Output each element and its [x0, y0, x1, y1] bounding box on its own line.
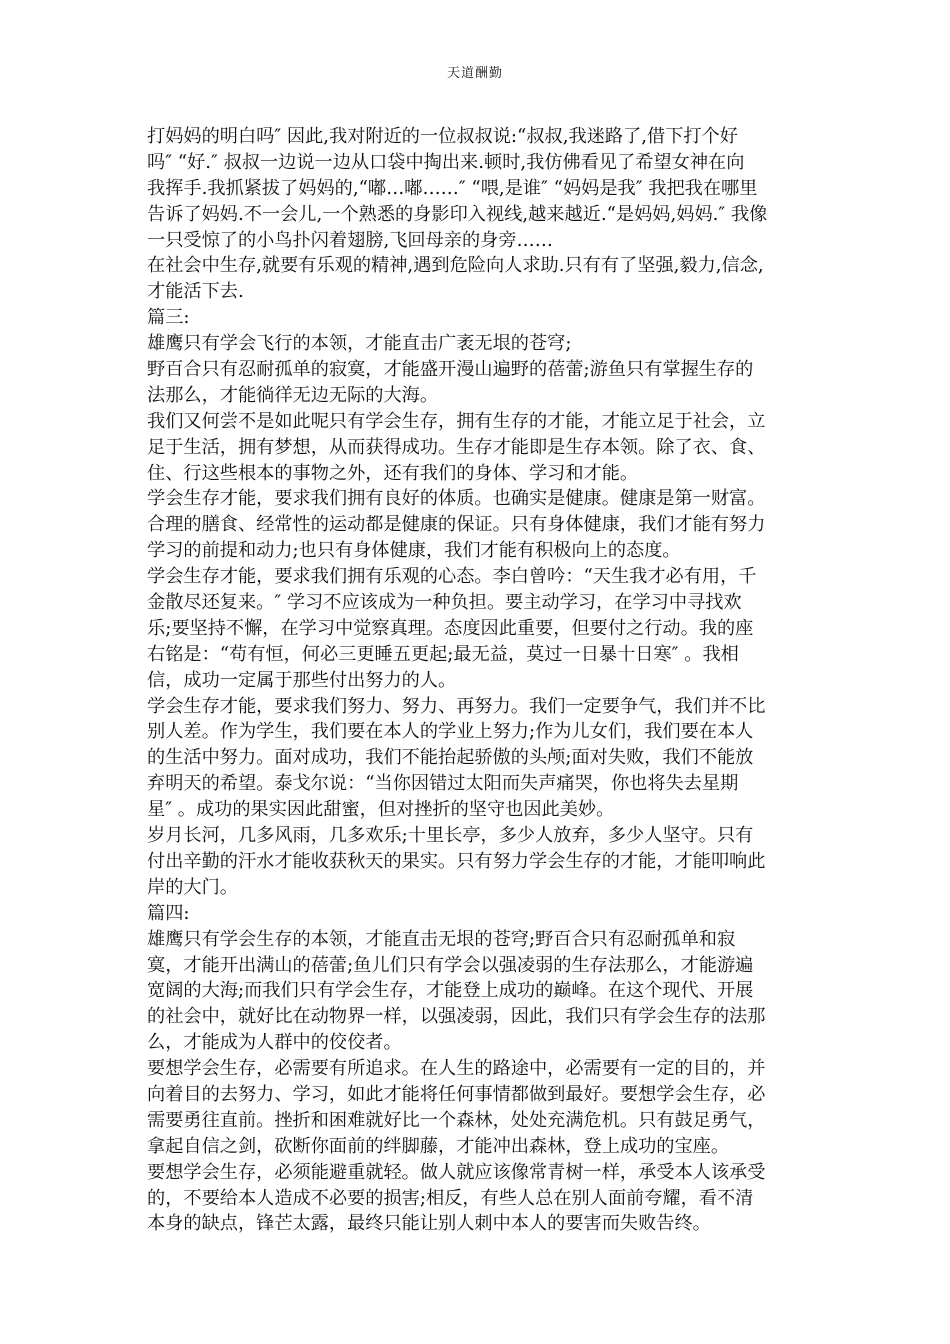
- text-line: 拿起自信之剑，砍断你面前的绊脚藤，才能冲出森林，登上成功的宝座。: [147, 1135, 730, 1157]
- text-line: 我挥手.我抓紧拔了妈妈的,“嘟…嘟……″ “喂,是谁″ “妈妈是我″ 我把我在哪里: [147, 177, 758, 199]
- text-line: 足于生活，拥有梦想，从而获得成功。生存才能即是生存本领。除了衣、食、: [147, 436, 766, 458]
- text-line: 么，才能成为人群中的佼佼者。: [147, 1032, 402, 1054]
- text-line: 合理的膳食、经常性的运动都是健康的保证。只有身体健康，我们才能有努力: [147, 514, 766, 536]
- text-line: 弃明天的希望。泰戈尔说：“当你因错过太阳而失声痛哭，你也将失去星期: [147, 773, 739, 795]
- text-line: 告诉了妈妈.不一会儿,一个熟悉的身影印入视线,越来越近.“是妈妈,妈妈.″ 我像: [147, 203, 768, 225]
- text-line: 学会生存才能，要求我们拥有乐观的心态。李白曾吟：“天生我才必有用，千: [147, 566, 757, 588]
- page-header: 天道酬勤: [446, 66, 503, 81]
- text-line: 宽阔的大海;而我们只有学会生存，才能登上成功的巅峰。在这个现代、开展: [147, 980, 754, 1002]
- text-line: 星″ 。成功的果实因此甜蜜，但对挫折的坚守也因此美妙。: [147, 799, 615, 821]
- text-line: 的，不要给本人造成不必要的损害;相反，有些人总在别人面前夸耀，看不清: [147, 1187, 754, 1209]
- text-line: 我们又何尝不是如此呢只有学会生存，拥有生存的才能，才能立足于社会，立: [147, 410, 766, 432]
- text-line: 学会生存才能，要求我们拥有良好的体质。也确实是健康。健康是第一财富。: [147, 488, 766, 510]
- text-line: 寞，才能开出满山的蓓蕾;鱼儿们只有学会以强凌弱的生存法那么，才能游遍: [147, 954, 754, 976]
- text-line: 岁月长河，几多风雨，几多欢乐;十里长亭，多少人放弃，多少人坚守。只有: [147, 825, 754, 847]
- text-line: 需要勇往直前。挫折和困难就好比一个森林，处处充满危机。只有鼓足勇气，: [147, 1109, 766, 1131]
- text-line: 向着目的去努力、学习，如此才能将任何事情都做到最好。要想学会生存，必: [147, 1083, 766, 1105]
- text-line: 住、行这些根本的事物之外，还有我们的身体、学习和才能。: [147, 462, 639, 484]
- text-line: 打妈妈的明白吗″ 因此,我对附近的一位叔叔说:“叔叔,我迷路了,借下打个好: [147, 126, 738, 147]
- document-body: [147, 124, 807, 1237]
- text-line: 法那么，才能徜徉无边无际的大海。: [147, 384, 439, 406]
- text-line: 信，成功一定属于那些付出努力的人。: [147, 669, 457, 691]
- text-line: 吗″ “好.″ 叔叔一边说一边从口袋中掏出来.顿时,我仿佛看见了希望女神在向: [147, 151, 745, 173]
- text-line: 野百合只有忍耐孤单的寂寞，才能盛开漫山遍野的蓓蕾;游鱼只有掌握生存的: [147, 359, 754, 381]
- text-line: 右铭是：“苟有恒，何必三更睡五更起;最无益，莫过一日暴十日寒″ 。我相: [147, 643, 739, 665]
- text-line: 才能活下去.: [147, 281, 244, 303]
- text-line: 本身的缺点，锋芒太露，最终只能让别人刺中本人的要害而失败告终。: [147, 1213, 711, 1235]
- text-line: 岸的大门。: [147, 876, 238, 898]
- text-line: 金散尽还复来。″ 学习不应该成为一种负担。要主动学习，在学习中寻找欢: [147, 592, 742, 614]
- text-line: 一只受惊了的小鸟扑闪着翅膀,飞回母亲的身旁……: [147, 229, 553, 251]
- text-line: 学会生存才能，要求我们努力、努力、再努力。我们一定要争气，我们并不比: [147, 695, 766, 717]
- text-line: 要想学会生存，必须能避重就轻。做人就应该像常青树一样，承受本人该承受: [147, 1161, 766, 1183]
- text-line: 乐;要坚持不懈，在学习中觉察真理。态度因此重要，但要付之行动。我的座: [147, 617, 754, 639]
- text-line: 的生活中努力。面对成功，我们不能抬起骄傲的头颅;面对失败，我们不能放: [147, 747, 754, 769]
- text-line: 在社会中生存,就要有乐观的精神,遇到危险向人求助.只有有了坚强,毅力,信念,: [147, 255, 764, 277]
- text-line: 付出辛勤的汗水才能收获秋天的果实。只有努力学会生存的才能，才能叩响此: [147, 850, 766, 872]
- text-line: 别人差。作为学生，我们要在本人的学业上努力;作为儿女们，我们要在本人: [147, 721, 754, 743]
- section-heading: 篇四:: [147, 902, 190, 924]
- text-line: 学习的前提和动力;也只有身体健康，我们才能有积极向上的态度。: [147, 540, 681, 562]
- text-line: 雄鹰只有学会生存的本领，才能直击无垠的苍穹;野百合只有忍耐孤单和寂: [147, 928, 736, 950]
- text-line: 要想学会生存，必需要有所追求。在人生的路途中，必需要有一定的目的，并: [147, 1058, 766, 1080]
- text-line: 的社会中，就好比在动物界一样，以强凌弱，因此，我们只有学会生存的法那: [147, 1006, 766, 1028]
- section-heading: 篇三:: [147, 307, 190, 329]
- text-line: 雄鹰只有学会飞行的本领，才能直击广袤无垠的苍穹;: [147, 333, 572, 355]
